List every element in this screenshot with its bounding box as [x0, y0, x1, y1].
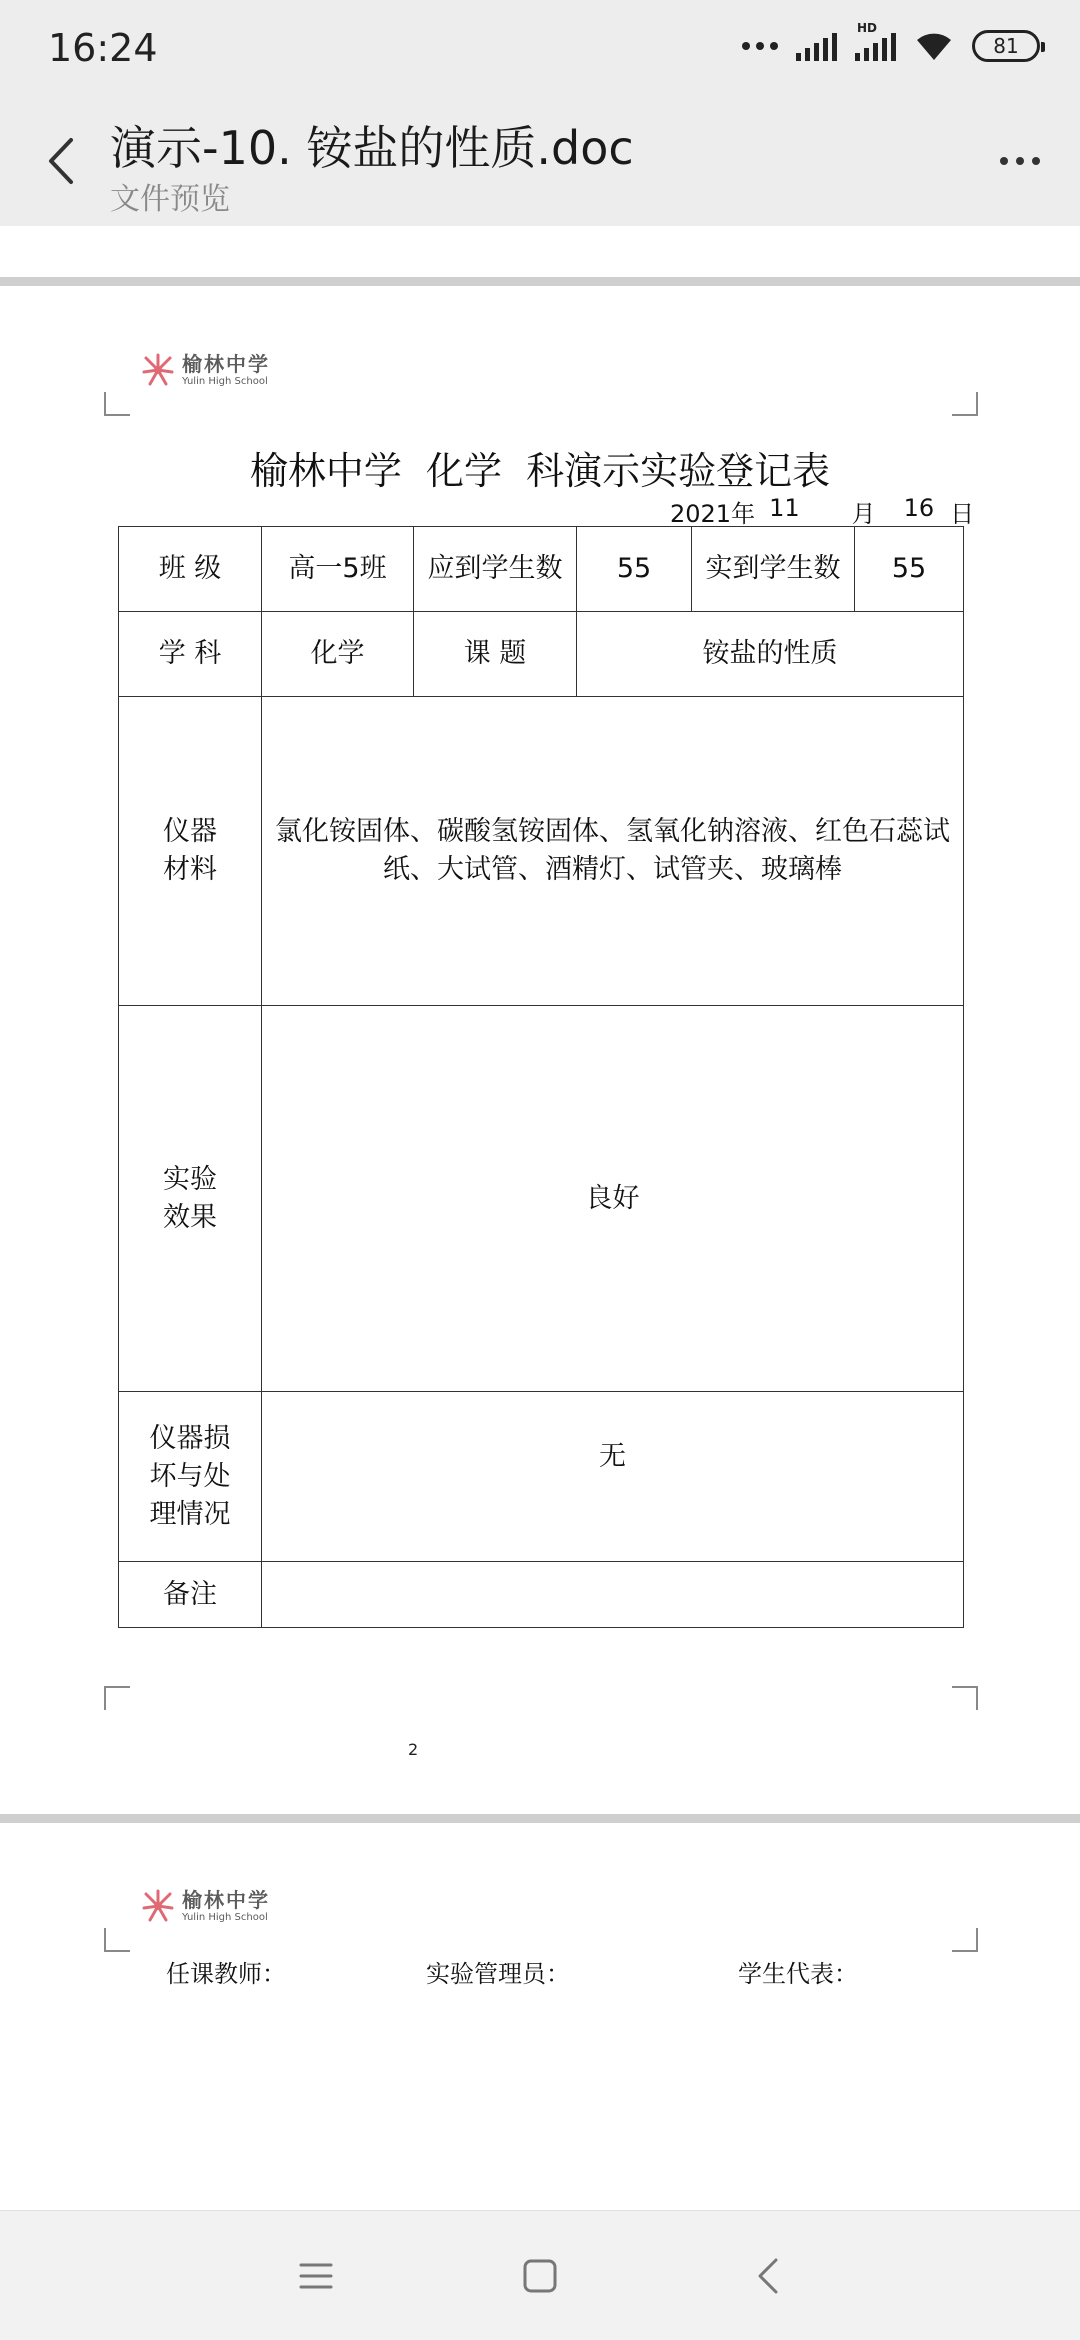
date-month-label: 月 [851, 500, 876, 528]
school-emblem-icon [140, 1888, 176, 1924]
topic-value: 铵盐的性质 [577, 612, 964, 697]
school-emblem-icon [140, 352, 176, 388]
document-title: 演示-10. 铵盐的性质.doc [110, 121, 634, 175]
remarks-label: 备注 [119, 1562, 262, 1628]
crop-mark [952, 392, 978, 416]
date-month-value: 11 [769, 494, 800, 522]
battery-level: 81 [993, 34, 1019, 58]
form-title: 榆林中学 化学 科演示实验登记表 [249, 449, 831, 493]
experiment-registration-table [118, 526, 964, 1628]
teacher-signature-label: 任课教师： [166, 1960, 286, 1988]
system-nav-bar [0, 2210, 1080, 2340]
crop-mark [104, 1928, 130, 1952]
table-row [119, 612, 964, 697]
system-back-button[interactable] [738, 2251, 798, 2301]
damage-label: 仪器损 坏与处 理情况 [119, 1392, 262, 1562]
notification-dots-icon [742, 42, 778, 50]
home-square-icon [523, 2259, 557, 2293]
remarks-value [262, 1562, 964, 1628]
more-dot-icon [1016, 157, 1024, 165]
materials-label: 仪器 材料 [119, 697, 262, 1006]
class-value: 高一5班 [262, 527, 414, 612]
student-rep-signature-label: 学生代表： [738, 1960, 858, 1988]
page-number: 2 [408, 1740, 419, 1759]
hd-badge: HD [857, 21, 878, 35]
document-subtitle: 文件预览 [110, 182, 230, 217]
wifi-icon [914, 30, 954, 62]
more-dot-icon [1000, 157, 1008, 165]
back-triangle-icon [756, 2257, 780, 2295]
status-icons [742, 21, 1040, 66]
table-row [119, 1392, 964, 1562]
logo-cn-text: 榆林中学 [182, 351, 270, 376]
expected-students-value: 55 [577, 527, 692, 612]
damage-value: 无 [262, 1392, 964, 1562]
recent-apps-button[interactable] [286, 2251, 346, 2301]
logo-en-text: Yulin High School [182, 1911, 268, 1923]
back-button[interactable] [30, 126, 90, 196]
logo-en-text: Yulin High School [182, 375, 268, 387]
form-date [670, 494, 974, 529]
signal-hd-icon [855, 21, 896, 61]
crop-mark [952, 1686, 978, 1710]
subject-label: 学 科 [119, 612, 262, 697]
crop-mark [952, 1928, 978, 1952]
date-day-value: 16 [903, 494, 935, 522]
more-dot-icon [1032, 157, 1040, 165]
back-arrow-icon [45, 136, 75, 186]
battery-icon [972, 30, 1040, 62]
app-bar [0, 96, 1080, 226]
effect-value: 良好 [262, 1006, 964, 1392]
table-row [119, 1562, 964, 1628]
page-separator [0, 1814, 1080, 1823]
materials-value: 氯化铵固体、碳酸氢铵固体、氢氧化钠溶液、红色石蕊试纸、大试管、酒精灯、试管夹、玻璃棒 [262, 697, 964, 1006]
home-button[interactable] [510, 2251, 570, 2301]
table-row [119, 697, 964, 1006]
logo-cn-text: 榆林中学 [182, 1887, 270, 1912]
more-options-button[interactable] [990, 136, 1050, 186]
school-logo [140, 1888, 270, 1924]
date-day-label: 日 [950, 500, 975, 528]
subject-value: 化学 [262, 612, 414, 697]
menu-icon [299, 2261, 333, 2291]
table-row [119, 1006, 964, 1392]
expected-students-label: 应到学生数 [414, 527, 577, 612]
table-row [119, 527, 964, 612]
crop-mark [104, 1686, 130, 1710]
actual-students-value: 55 [855, 527, 964, 612]
page-separator [0, 277, 1080, 286]
crop-mark [104, 392, 130, 416]
clock: 16:24 [48, 26, 158, 70]
lab-manager-signature-label: 实验管理员： [426, 1960, 570, 1988]
actual-students-label: 实到学生数 [692, 527, 855, 612]
date-year: 2021年 [670, 500, 756, 528]
status-bar [0, 0, 1080, 96]
school-logo [140, 352, 270, 388]
topic-label: 课 题 [414, 612, 577, 697]
signal-icon [796, 31, 837, 61]
effect-label: 实验 效果 [119, 1006, 262, 1392]
class-label: 班 级 [119, 527, 262, 612]
